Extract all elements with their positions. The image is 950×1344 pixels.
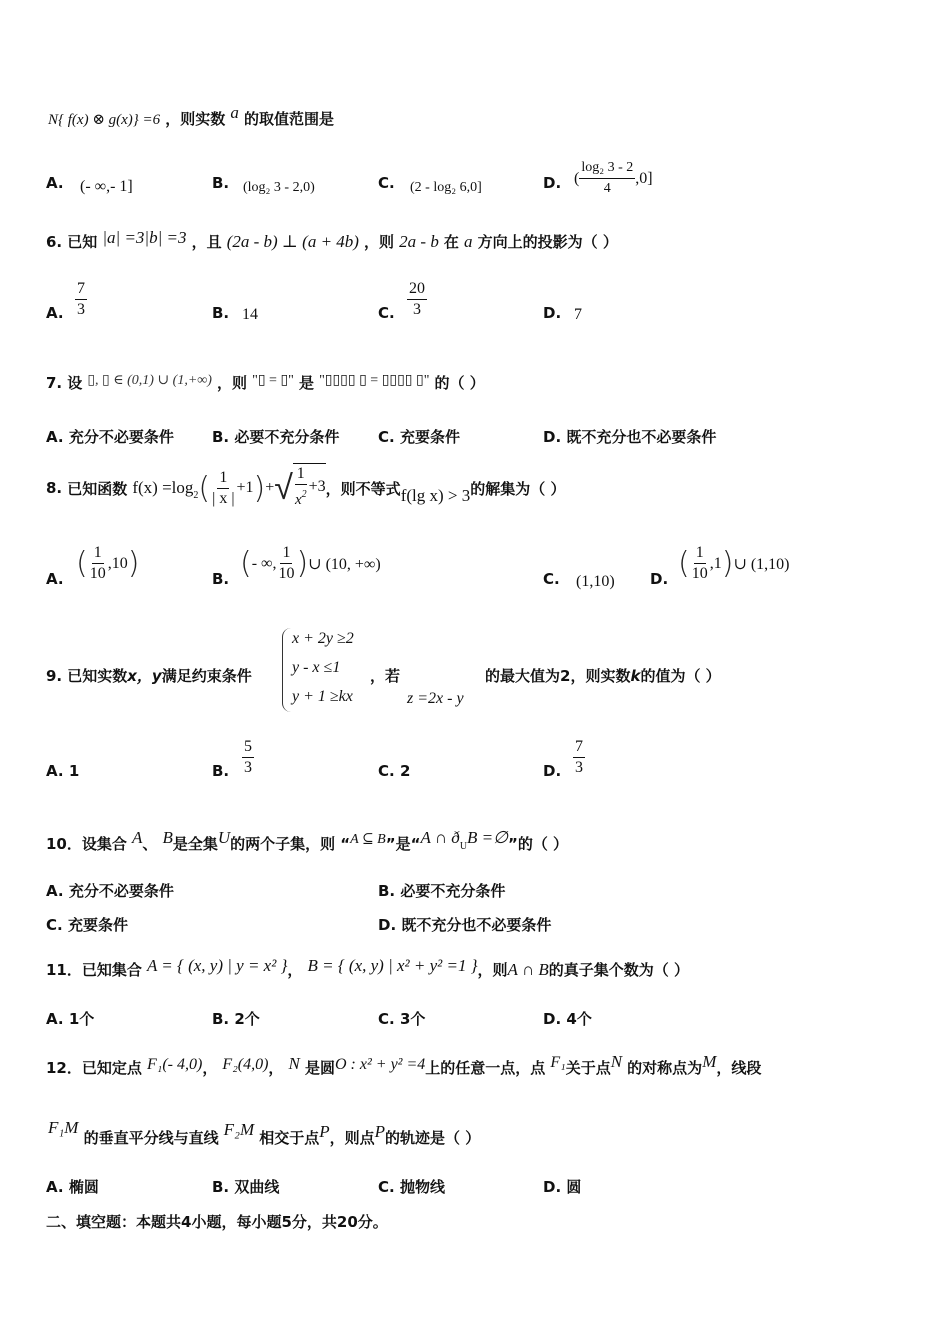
q9-number: 9. — [46, 667, 63, 685]
q12-F2M: F₂M — [223, 1120, 255, 1139]
q9-t6: 的值为（ ） — [640, 667, 721, 685]
q8-frac2 — [293, 464, 309, 510]
q7-t4: 的（ ） — [434, 374, 485, 392]
q12-a-letter: A. — [46, 1178, 64, 1196]
q10-d-letter: D. — [378, 916, 397, 934]
q6-a-den: 3 — [77, 301, 85, 318]
q6-a-num: 7 — [75, 279, 87, 300]
q12-b-value: 双曲线 — [234, 1178, 280, 1196]
q11-option-a — [46, 1008, 94, 1029]
q5-d-den: 4 — [603, 181, 611, 196]
q12-F1M: F₁M — [48, 1118, 79, 1137]
q9-stem-left — [46, 665, 252, 686]
q12-option-a — [46, 1176, 99, 1197]
q9-b-num: 5 — [242, 737, 254, 758]
q8-rn: 1 — [295, 464, 307, 485]
q10-sep: 、 — [142, 835, 158, 853]
section-heading: 二、填空题：本题共4小题，每小题5分，共20分。 — [46, 1213, 388, 1231]
q9-t4: 的最大值为 — [485, 667, 561, 685]
q11-setB: B = { (x, y) | x² + y² =1 } — [307, 956, 478, 975]
q10-B: B — [162, 828, 173, 847]
q12-stem-line1 — [46, 1052, 761, 1078]
q6-number: 6. — [46, 233, 63, 251]
q12-F1: F₁(- 4,0) — [146, 1056, 203, 1073]
q8-fd: | x | — [212, 489, 235, 507]
q10-a-value: 充分不必要条件 — [68, 882, 174, 900]
q5-option-d-letter: D. — [543, 174, 562, 192]
q12-t5: 的对称点为 — [627, 1059, 703, 1077]
q9-c3: y + 1 ≥kx — [292, 688, 353, 705]
q6-t3: ，则 — [364, 233, 395, 251]
q5-d-open: ( — [574, 170, 580, 187]
q8-rparen: ) — [253, 470, 266, 506]
q12-P2: P — [374, 1122, 386, 1141]
q6-expr1: |a| =3|b| =3 — [102, 228, 187, 247]
q6-option-a — [75, 279, 87, 320]
q6-t4: 在 — [443, 233, 459, 251]
q8-f: f(x) =log — [132, 478, 194, 497]
q8-lparen: ( — [198, 470, 211, 506]
q8-option-d-letter: D. — [650, 570, 669, 588]
q6-t2: ，且 — [191, 233, 222, 251]
q11-c-value: 3个 — [399, 1010, 426, 1028]
q10-t1: 设集合 — [81, 835, 127, 853]
q5-expr: N{ f(x) ⊗ g(x)} =6 — [48, 112, 161, 128]
q9-t3: ，若 — [370, 667, 401, 685]
q12-N2: N — [610, 1052, 623, 1071]
q8-d-rparen: ) — [721, 546, 734, 581]
q11-b-value: 2个 — [234, 1010, 260, 1028]
q9-b-den: 3 — [244, 759, 252, 776]
q10-t3: 的两个子集，则 — [230, 835, 336, 853]
q6-expr4: a — [464, 232, 473, 251]
q7-stem — [46, 372, 485, 393]
q8-d-den: 10 — [691, 565, 708, 582]
q7-option-b — [212, 426, 339, 447]
q12-a-value: 椭圆 — [68, 1178, 99, 1196]
q10-q2: ”是“ — [385, 835, 421, 853]
q8-radicand — [293, 463, 326, 510]
q7-d-value: 既不充分也不必要条件 — [566, 428, 717, 446]
q8-b-rparen: ) — [296, 546, 309, 581]
q8-option-c: (1,10) — [576, 573, 615, 590]
q12-s2: ， — [268, 1059, 284, 1077]
q5-option-a: (- ∞,- 1] — [80, 178, 133, 195]
q9-z: z =2x - y — [407, 690, 464, 707]
q10-option-c — [46, 914, 128, 935]
q9-a-letter: A. — [46, 762, 64, 780]
q10-d-value: 既不充分也不必要条件 — [401, 916, 552, 934]
q8-plus: + — [265, 479, 275, 496]
q8-option-c-letter: C. — [543, 570, 560, 588]
q6-stem — [46, 228, 618, 252]
q7-option-c — [378, 426, 460, 447]
q8-b-num: 1 — [280, 543, 292, 564]
q8-t1: 已知函数 — [67, 479, 128, 498]
q10-e2s: U — [459, 841, 468, 852]
q10-e2: A ∩ ð — [420, 828, 460, 847]
q11-setA: A = { (x, y) | y = x² } — [146, 956, 288, 975]
q12-d-letter: D. — [543, 1178, 562, 1196]
q10-c-value: 充要条件 — [67, 916, 128, 934]
q9-c-value: 2 — [399, 762, 411, 780]
q11-option-d — [543, 1008, 592, 1029]
q9-t5: ，则实数 — [570, 667, 631, 685]
q6-t1: 已知 — [67, 233, 98, 251]
q12-t1: 已知定点 — [81, 1059, 142, 1077]
q11-a-value: 1个 — [68, 1010, 95, 1028]
q9-option-d-letter: D. — [543, 762, 562, 780]
q11-stem — [46, 956, 689, 980]
q8-d-lparen: ( — [678, 546, 690, 581]
q8-number: 8. — [46, 479, 63, 497]
q12-option-d — [543, 1176, 581, 1197]
q6-t5: 方向上的投影为（ ） — [477, 233, 618, 251]
q10-e1: A ⊆ B — [350, 832, 386, 847]
q6-option-d-letter: D. — [543, 304, 562, 322]
q5-option-b: (log₂ 3 - 2,0) — [243, 180, 315, 195]
q5-text: ，则实数 — [165, 110, 226, 128]
q5-option-d — [574, 158, 653, 199]
q5-stem-tail — [48, 103, 334, 129]
q12-stem-line2 — [48, 1118, 480, 1148]
q12-t4: 关于点 — [565, 1059, 611, 1077]
q8-b-den: 10 — [278, 565, 295, 582]
q6-c-den: 3 — [413, 301, 421, 318]
q12-N: N — [288, 1054, 300, 1073]
q12-option-b — [212, 1176, 279, 1197]
q11-b-letter: B. — [212, 1010, 230, 1028]
q11-number: 11． — [46, 961, 82, 979]
q12-l2-t4: 的轨迹是（ ） — [385, 1129, 481, 1147]
q8-fn: 1 — [217, 468, 229, 489]
q8-option-b — [240, 543, 381, 584]
q8-a-tail: ,10 — [107, 554, 128, 572]
q8-a-lparen: ( — [76, 546, 88, 581]
q10-b-letter: B. — [378, 882, 396, 900]
q6-option-c — [407, 279, 427, 320]
q12-d-value: 圆 — [566, 1178, 582, 1196]
q12-M: M — [702, 1052, 717, 1071]
q11-option-c — [378, 1008, 425, 1029]
q6-c-num: 20 — [407, 279, 427, 300]
q12-F1b: F₁ — [550, 1054, 566, 1071]
q8-option-a-letter: A. — [46, 570, 64, 588]
q10-e2b: B =∅ — [467, 828, 508, 847]
q9-option-b-letter: B. — [212, 762, 230, 780]
q7-t1: 设 — [67, 374, 83, 392]
q8-d-tail: ∪ (1,10) — [733, 555, 790, 573]
q9-option-a — [46, 762, 79, 780]
q5-option-a-letter: A. — [46, 174, 64, 192]
q10-a-letter: A. — [46, 882, 64, 900]
q7-expr2: "▯ = ▯" — [252, 373, 294, 388]
q12-s1: ， — [202, 1059, 218, 1077]
q10-q3: ”的（ ） — [507, 835, 569, 853]
q7-c-letter: C. — [378, 428, 395, 446]
q6-option-d: 7 — [574, 306, 582, 323]
q9-max: 2 — [560, 667, 571, 685]
q9-d-den: 3 — [575, 759, 583, 776]
q5-option-b-letter: B. — [212, 174, 230, 192]
q7-number: 7. — [46, 374, 63, 392]
q9-t1: 已知实数 — [67, 667, 128, 685]
q11-c-letter: C. — [378, 1010, 395, 1028]
q12-O: O : x² + y² =4 — [334, 1056, 426, 1073]
q8-t3: 的解集为（ ） — [470, 479, 566, 498]
q12-P: P — [319, 1122, 330, 1141]
q9-d-num: 7 — [573, 737, 585, 758]
q10-option-b — [378, 880, 505, 901]
q12-F2: F₂(4,0) — [222, 1056, 269, 1073]
q8-r3: +3 — [308, 477, 326, 495]
q12-t2: 是圆 — [304, 1059, 335, 1077]
q6-option-b-letter: B. — [212, 304, 230, 322]
q11-option-b — [212, 1008, 260, 1029]
q11-d-letter: D. — [543, 1010, 562, 1028]
q9-a-value: 1 — [68, 762, 80, 780]
q8-base: 2 — [193, 489, 199, 501]
q5-option-c-letter: C. — [378, 174, 395, 192]
q7-option-d — [543, 426, 716, 447]
q8-b-tail: ∪ (10, +∞) — [308, 555, 381, 573]
q5-d-frac — [579, 158, 635, 199]
q10-U: U — [217, 828, 231, 847]
q10-t2: 是全集 — [172, 835, 218, 853]
q8-t2: ，则不等式 — [325, 479, 401, 498]
q10-A: A — [131, 828, 143, 847]
q5-option-c: (2 - log₂ 6,0] — [410, 180, 482, 195]
q12-l2-t3: ，则点 — [329, 1129, 375, 1147]
q5-text2: 的取值范围是 — [243, 110, 334, 128]
q9-stem-right — [485, 665, 721, 686]
q9-k: k — [630, 667, 641, 685]
q7-expr1: ▯, ▯ ∈ (0,1) ∪ (1,+∞) — [87, 373, 212, 388]
q10-q1: “ — [340, 835, 351, 853]
q7-option-a — [46, 426, 174, 447]
q11-a-letter: A. — [46, 1010, 64, 1028]
q10-number: 10． — [46, 835, 82, 853]
q11-t3: 的真子集个数为（ ） — [548, 961, 690, 979]
q9-option-b — [242, 737, 254, 778]
q11-AcapB: A ∩ B — [507, 960, 549, 979]
q11-t2: ，则 — [477, 961, 508, 979]
q6-option-a-letter: A. — [46, 304, 64, 322]
q8-rd: x — [294, 491, 302, 508]
q12-l2-t2: 相交于点 — [259, 1129, 320, 1147]
q8-ineq: f(lg x) > 3 — [400, 486, 471, 505]
q8-d-mid: ,1 — [709, 554, 722, 572]
q7-t2: ，则 — [217, 374, 248, 392]
q8-stem — [46, 460, 565, 516]
q8-a-num: 1 — [92, 543, 104, 564]
q9-c-letter: C. — [378, 762, 395, 780]
q12-t6: ，线段 — [716, 1059, 762, 1077]
q5-d-num: log₂ 3 - 2 — [579, 158, 635, 179]
q12-l2-t1: 的垂直平分线与直线 — [83, 1129, 219, 1147]
q8-a-den: 10 — [89, 565, 106, 582]
q8-d-frac — [690, 543, 710, 584]
q6-expr3: 2a - b — [399, 232, 439, 251]
q8-a-rparen: ) — [127, 546, 140, 581]
q8-sqrt: √ — [274, 468, 293, 508]
q7-c-value: 充要条件 — [399, 428, 460, 446]
q5-var: a — [230, 103, 239, 122]
q12-option-c — [378, 1176, 445, 1197]
q7-expr3: "▯▯▯▯ ▯ = ▯▯▯▯ ▯" — [319, 373, 430, 388]
q7-a-value: 充分不必要条件 — [68, 428, 174, 446]
q9-c1: x + 2y ≥2 — [292, 630, 354, 647]
q7-b-value: 必要不充分条件 — [234, 428, 340, 446]
q10-option-a — [46, 880, 174, 901]
q12-b-letter: B. — [212, 1178, 230, 1196]
q12-c-value: 抛物线 — [399, 1178, 445, 1196]
q9-t2: 满足约束条件 — [161, 667, 252, 685]
q10-c-letter: C. — [46, 916, 63, 934]
q6-expr2: (2a - b) ⊥ (a + 4b) — [226, 232, 359, 251]
q12-t3: 上的任意一点，点 — [425, 1059, 546, 1077]
q12-c-letter: C. — [378, 1178, 395, 1196]
q7-t3: 是 — [298, 374, 314, 392]
q6-option-c-letter: C. — [378, 304, 395, 322]
q8-rd-wrap — [293, 485, 309, 510]
q5-d-close: ,0] — [635, 170, 653, 187]
q8-b-head: - ∞, — [251, 554, 277, 572]
q8-frac1 — [210, 468, 236, 509]
q11-sep: ， — [287, 961, 303, 979]
q7-b-letter: B. — [212, 428, 230, 446]
q9-vars: x，y — [127, 667, 162, 685]
q12-number: 12． — [46, 1059, 82, 1077]
q9-option-d — [573, 737, 585, 778]
q11-t1: 已知集合 — [81, 961, 142, 979]
q8-option-a — [76, 543, 139, 584]
q9-c2: y - x ≤1 — [292, 659, 341, 676]
q10-stem — [46, 828, 568, 854]
q10-b-value: 必要不充分条件 — [400, 882, 506, 900]
q10-option-d — [378, 914, 551, 935]
q6-option-b: 14 — [242, 306, 258, 323]
q8-a-frac — [88, 543, 108, 584]
q11-d-value: 4个 — [566, 1010, 592, 1028]
q7-a-letter: A. — [46, 428, 64, 446]
q7-d-letter: D. — [543, 428, 562, 446]
q8-b-frac — [276, 543, 296, 584]
q9-option-c — [378, 762, 410, 780]
q8-b-lparen: ( — [240, 546, 252, 581]
q8-d-num: 1 — [694, 543, 706, 564]
q8-option-d — [678, 543, 790, 584]
q8-plus1: +1 — [236, 479, 254, 496]
q8-option-b-letter: B. — [212, 570, 230, 588]
q9-brace — [282, 628, 291, 712]
q8-rd-sup: 2 — [301, 488, 307, 500]
